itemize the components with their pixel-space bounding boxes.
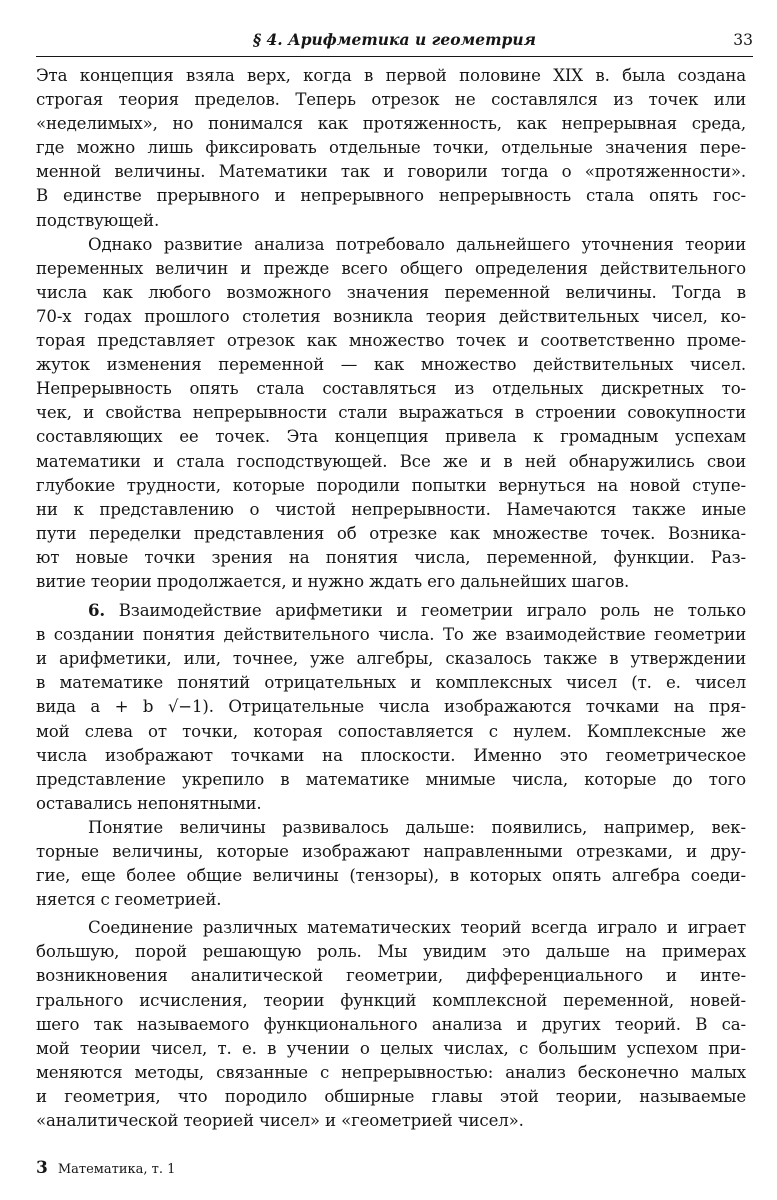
text-line: где можно лишь фиксировать отдельные точки, отдельные значения пере- <box>36 138 746 158</box>
text-line: гие, еще более общие величины (тензоры), в которых опять алгебра соеди- <box>36 866 746 886</box>
text-line: числа изображают точками на плоскости. Именно это геометрическое <box>36 745 746 765</box>
text-line: мой теории чисел, т. е. в учении о целых числах, с большим успехом при- <box>36 1038 746 1058</box>
text-line: возникновения аналитической геометрии, дифференциального и инте- <box>36 966 746 986</box>
footer-text: Математика, т. 1 <box>57 1162 176 1177</box>
text-line: и арифметики, или, точнее, уже алгебры, сказалось также в утверждении <box>36 649 746 669</box>
text-line: представление укрепило в математике мнимые числа, которые до того <box>36 769 746 789</box>
running-title: § 4. Арифметика и геометрия <box>252 30 536 49</box>
text-line: торая представляет отрезок как множество точек и соответственно проме- <box>36 331 746 351</box>
page-footer <box>36 1158 175 1180</box>
paragraph-2 <box>36 233 746 594</box>
text-line-content: Взаимодействие арифметики и геометрии играло роль не только <box>105 601 746 621</box>
text-line: Эта концепция взяла верх, когда в первой половине XIX в. была создана <box>36 66 746 85</box>
signature-mark: 3 <box>36 1158 48 1178</box>
section-number: 6. <box>88 600 106 621</box>
text-line: ют новые точки зрения на понятия числа, переменной, функции. Раз- <box>36 547 746 567</box>
text-line: глубокие трудности, которые породили попытки вернуться на новой ступе- <box>36 475 746 495</box>
text-line: грального исчисления, теории функций комплексной переменной, новей- <box>36 990 746 1010</box>
text-line: 70-х годах прошлого столетия возникла теория действительных чисел, ко- <box>36 306 746 326</box>
text-line: переменных величин и прежде всего общего определения действительного <box>36 258 746 278</box>
text-line: пути переделки представления об отрезке как множестве точек. Возника- <box>36 523 746 543</box>
text-line: няется с геометрией. <box>36 890 222 910</box>
text-line: ни к представлению о чистой непрерывности. Намечаются также иные <box>36 499 746 519</box>
text-line: математики и стала господствующей. Все же и в ней обнаружились свои <box>36 451 746 471</box>
text-line: мой слева от точки, которая сопоставляется с нулем. Комплексные же <box>36 721 746 741</box>
paragraph-5 <box>36 916 746 1133</box>
running-head <box>36 26 753 54</box>
paragraph-1 <box>36 64 746 233</box>
text-line: «аналитической теорией чисел» и «геометрией чисел». <box>36 1111 524 1131</box>
page-number: 33 <box>733 31 753 49</box>
text-line: в математике понятий отрицательных и комплексных чисел (т. е. чисел <box>36 673 746 693</box>
text-line: менной величины. Математики так и говорили тогда о «протяженности». <box>36 162 746 182</box>
text-line: жуток изменения переменной — как множество действительных чисел. <box>36 355 746 375</box>
text-line <box>36 598 746 623</box>
text-line: вида a + b √−1). Отрицательные числа изображаются точками на пря- <box>36 697 746 717</box>
text-line: Понятие величины развивалось дальше: появились, например, век- <box>88 817 746 837</box>
text-line: торные величины, которые изображают направленными отрезками, и дру- <box>36 842 746 861</box>
text-line: чек, и свойства непрерывности стали выражаться в строении совокупности <box>36 403 746 423</box>
text-line: подствующей. <box>36 210 160 230</box>
text-line: В единстве прерывного и непрерывного непрерывность стала опять гос- <box>36 186 746 206</box>
text-line: «неделимых», но понимался как протяженность, как непрерывная среда, <box>36 114 746 134</box>
text-line: Однако развитие анализа потребовало дальнейшего уточнения теории <box>88 234 746 254</box>
header-rule <box>36 56 753 57</box>
text-line: Непрерывность опять стала составляться из отдельных дискретных то- <box>36 379 746 399</box>
text-line: большую, порой решающую роль. Мы увидим это дальше на примерах <box>36 942 746 962</box>
text-line: оставались непонятными. <box>36 793 262 813</box>
text-line: шего так называемого функционального анализа и других теорий. В са- <box>36 1014 746 1034</box>
text-line: числа как любого возможного значения переменной величины. Тогда в <box>36 282 746 302</box>
body-text <box>36 64 746 1133</box>
text-line: строгая теория пределов. Теперь отрезок не составлялся из точек или <box>36 90 746 110</box>
text-line: в создании понятия действительного числа. То же взаимодействие геометрии <box>36 625 746 645</box>
text-line: составляющих ее точек. Эта концепция привела к громадным успехам <box>36 427 746 447</box>
paragraph-section-6 <box>36 598 746 816</box>
paragraph-4 <box>36 816 746 912</box>
text-line: Соединение различных математических теорий всегда играло и играет <box>88 918 746 938</box>
text-line: и геометрия, что породило обширные главы этой теории, называемые <box>36 1086 746 1106</box>
text-line: меняются методы, связанные с непрерывностью: анализ бесконечно малых <box>36 1062 746 1082</box>
text-line: витие теории продолжается, и нужно ждать его дальнейших шагов. <box>36 571 630 591</box>
